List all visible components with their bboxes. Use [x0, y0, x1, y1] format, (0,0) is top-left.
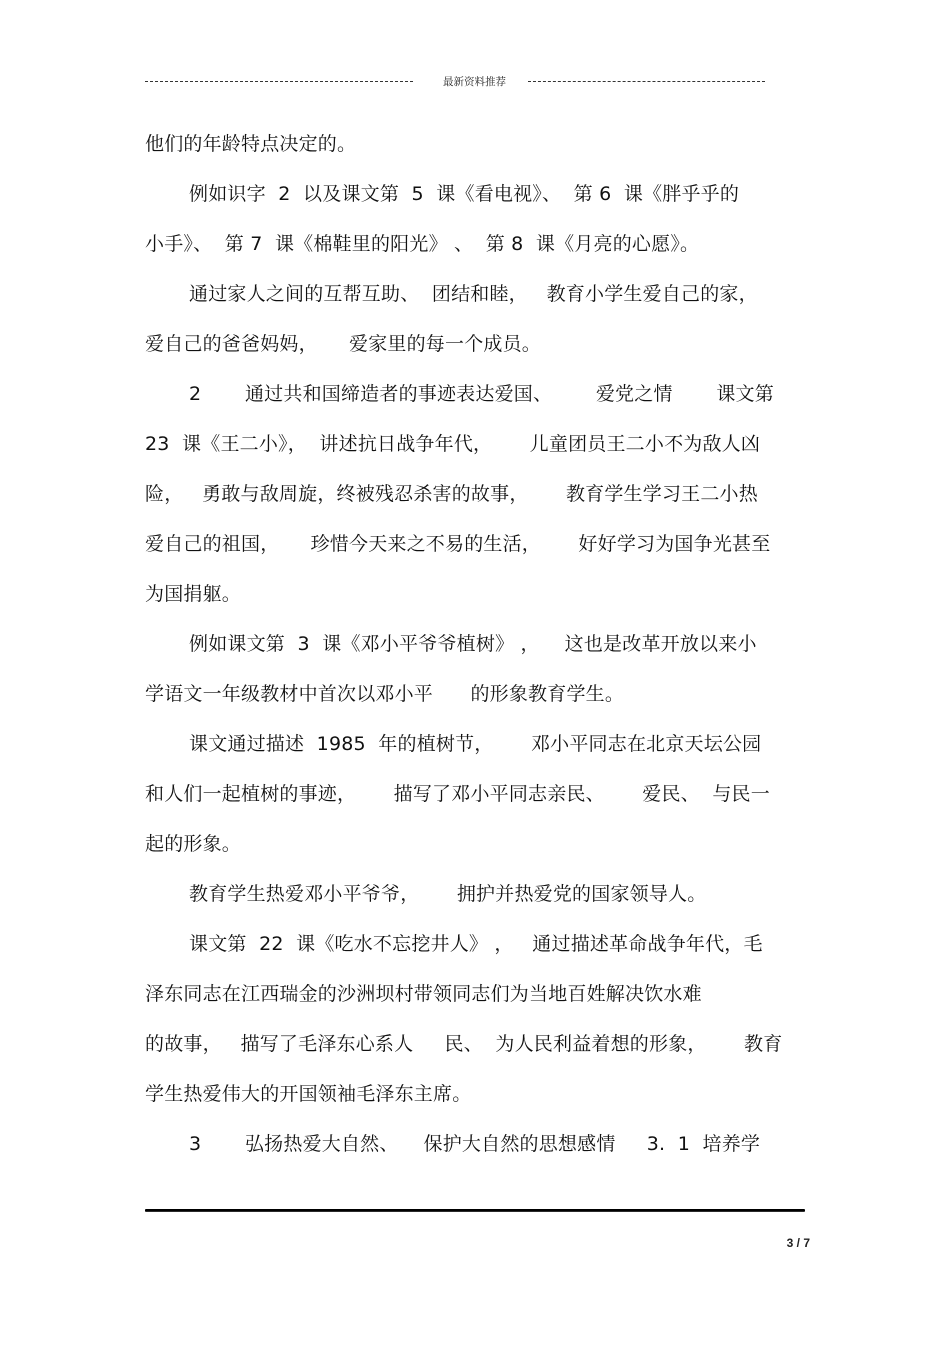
text-line: 险， 勇敢与敌周旋，终被残忍杀害的故事， 教育学生学习王二小热: [145, 483, 758, 505]
text-line: 例如课文第 3 课《邓小平爷爷植树》 ， 这也是改革开放以来小: [189, 633, 757, 655]
header-dashed-rule-right: [528, 81, 765, 82]
page-header: [145, 70, 765, 92]
text-line: 3 弘扬热爱大自然、 保护大自然的思想感情 3. 1 培养学: [189, 1133, 761, 1155]
text-line: 他们的年龄特点决定的。: [145, 133, 357, 155]
text-line: 学生热爱伟大的开国领袖毛泽东主席。: [145, 1083, 472, 1105]
text-line: 教育学生热爱邓小平爷爷， 拥护并热爱党的国家领导人。: [189, 883, 707, 905]
text-line: 和人们一起植树的事迹， 描写了邓小平同志亲民、 爱民、 与民一: [145, 783, 770, 805]
footer-rule: [145, 1209, 805, 1212]
text-line: 泽东同志在江西瑞金的沙洲坝村带领同志们为当地百姓解决饮水难: [145, 983, 702, 1005]
text-line: 起的形象。: [145, 833, 242, 855]
text-line: 课文第 22 课《吃水不忘挖井人》 ， 通过描述革命战争年代，毛: [189, 933, 763, 955]
text-line: 23 课《王二小》， 讲述抗日战争年代， 儿童团员王二小不为敌人凶: [145, 433, 761, 455]
header-title: 最新资料推荐: [443, 75, 506, 88]
text-line: 爱自己的祖国， 珍惜今天来之不易的生活， 好好学习为国争光甚至: [145, 533, 771, 555]
text-line: 学语文一年级教材中首次以邓小平 的形象教育学生。: [145, 683, 625, 705]
text-line: 2 通过共和国缔造者的事迹表达爱国、 爱党之情 课文第: [189, 383, 774, 405]
header-dashed-rule-left: [145, 81, 413, 82]
text-line: 小手》、 第 7 课《棉鞋里的阳光》 、 第 8 课《月亮的心愿》。: [145, 233, 700, 255]
document-body: [145, 119, 805, 1169]
text-line: 为国捐躯。: [145, 583, 242, 605]
page-number: 3 / 7: [786, 1236, 810, 1250]
text-line: 爱自己的爸爸妈妈， 爱家里的每一个成员。: [145, 333, 541, 355]
text-line: 例如识字 2 以及课文第 5 课《看电视》、 第 6 课《胖乎乎的: [189, 183, 740, 205]
text-line: 通过家人之间的互帮互助、 团结和睦， 教育小学生爱自己的家，: [189, 283, 758, 305]
text-line: 课文通过描述 1985 年的植树节， 邓小平同志在北京天坛公园: [189, 733, 762, 755]
text-line: 的故事， 描写了毛泽东心系人 民、 为人民利益着想的形象， 教育: [145, 1033, 783, 1055]
